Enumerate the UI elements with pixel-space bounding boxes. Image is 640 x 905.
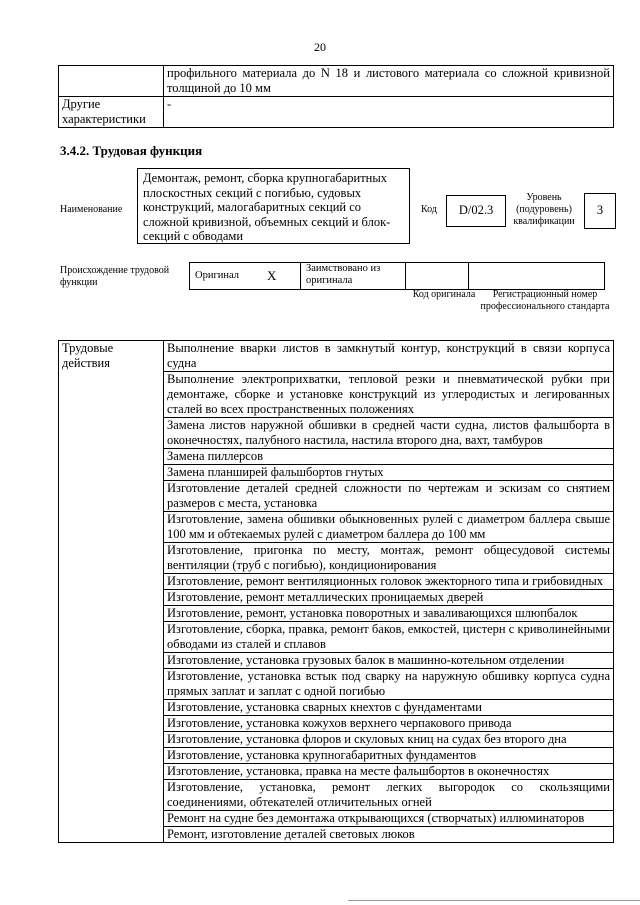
labor-action-item: Ремонт на судне без демонтажа открывающихся (створчатых) иллюминаторов <box>164 811 614 827</box>
reg-number-cell <box>469 263 605 290</box>
row-label <box>59 66 164 97</box>
row-label: Другие характеристики <box>59 97 164 128</box>
labor-action-item: Замена планширей фальшбортов гнутых <box>164 465 614 481</box>
page-number: 20 <box>314 40 326 54</box>
labor-action-item: Изготовление, замена обшивки обыкновенных рулей с диаметром баллера свыше 100 мм и обтекаемых рулей с диаметром баллера до 100 мм <box>164 512 614 543</box>
labor-action-item: Изготовление, установка, ремонт легких выгородок со скользящими соединениями, обтекателей отличительных огней <box>164 780 614 811</box>
labor-action-item: Изготовление, ремонт металлических проницаемых дверей <box>164 590 614 606</box>
labor-action-item: Изготовление, установка, правка на месте фальшбортов в оконечностях <box>164 764 614 780</box>
row-value: - <box>164 97 614 128</box>
labor-action-item: Ремонт, изготовление деталей световых люков <box>164 827 614 843</box>
labor-action-item: Изготовление, установка встык под сварку на наружную обшивку корпуса судна прямых заплат и заплат с одной погибью <box>164 669 614 700</box>
labor-action-item: Изготовление, установка кожухов верхнего черпакового привода <box>164 716 614 732</box>
characteristics-table <box>58 65 614 128</box>
function-code: D/02.3 <box>446 195 506 227</box>
labor-action-item: Изготовление, установка сварных кнехтов с фундаментами <box>164 700 614 716</box>
labor-action-item: Изготовление, ремонт вентиляционных головок эжекторного типа и грибовидных <box>164 574 614 590</box>
qualification-level: 3 <box>584 193 616 229</box>
labor-action-item: Изготовление, ремонт, установка поворотных и заваливающихся шлюпбалок <box>164 606 614 622</box>
labor-action-item: Замена листов наружной обшивки в средней части судна, листов фальшборта в оконечностях, палубного настила, настила второго дна, вахт, тамбуров <box>164 418 614 449</box>
reg-number-label: Регистрационный номер профессионального стандарта <box>480 289 610 312</box>
code-label: Код <box>421 204 437 215</box>
table-row <box>190 263 605 290</box>
origin-table <box>189 262 605 290</box>
original-mark: X <box>262 263 301 290</box>
section-heading: 3.4.2. Трудовая функция <box>60 143 203 158</box>
labor-actions-table <box>58 340 614 843</box>
name-label: Наименование <box>60 204 123 215</box>
labor-action-item: Изготовление деталей средней сложности по чертежам и эскизам со снятием размеров с места, установка <box>164 481 614 512</box>
table-row <box>59 97 614 128</box>
code-original-label: Код оригинала <box>412 289 476 300</box>
labor-action-item: Изготовление, установка грузовых балок в машинно-котельном отделении <box>164 653 614 669</box>
labor-action-item: Изготовление, установка крупногабаритных фундаментов <box>164 748 614 764</box>
labor-action-item: Изготовление, пригонка по месту, монтаж, ремонт общесудовой системы вентиляции (труб с погибью), кондиционирования <box>164 543 614 574</box>
labor-action-item: Замена пиллерсов <box>164 449 614 465</box>
labor-actions-label: Трудовые действия <box>59 341 164 843</box>
table-row <box>59 66 614 97</box>
labor-action-item: Изготовление, установка флоров и скуловых книц на судах без второго дна <box>164 732 614 748</box>
labor-action-item: Выполнение электроприхватки, тепловой резки и пневматической рубки при демонтаже, сборке и установке конструкций из углеродистых и легированных сталей во всех пространственных положениях <box>164 372 614 418</box>
labor-action-item: Изготовление, сборка, правка, ремонт баков, емкостей, цистерн с криволинейными обводами из сталей и сплавов <box>164 622 614 653</box>
bottom-divider <box>348 900 640 901</box>
table-row <box>59 341 614 372</box>
function-name: Демонтаж, ремонт, сборка крупногабаритных плоскостных секций с погибью, судовых конструкций, малогабаритных секций со сложной кривизной, объемных секций и блок-секций с обводами <box>137 168 410 244</box>
row-value: профильного материала до N 18 и листового материала со сложной кривизной толщиной до 10 мм <box>164 66 614 97</box>
original-label: Оригинал <box>190 263 263 290</box>
labor-action-item: Выполнение вварки листов в замкнутый контур, конструкций в связи корпуса судна <box>164 341 614 372</box>
origin-label: Происхождение трудовой функции <box>60 265 170 288</box>
level-label: Уровень (подуровень) квалификации <box>513 192 575 227</box>
borrowed-label: Заимствовано из оригинала <box>301 263 406 290</box>
code-original-cell <box>406 263 469 290</box>
